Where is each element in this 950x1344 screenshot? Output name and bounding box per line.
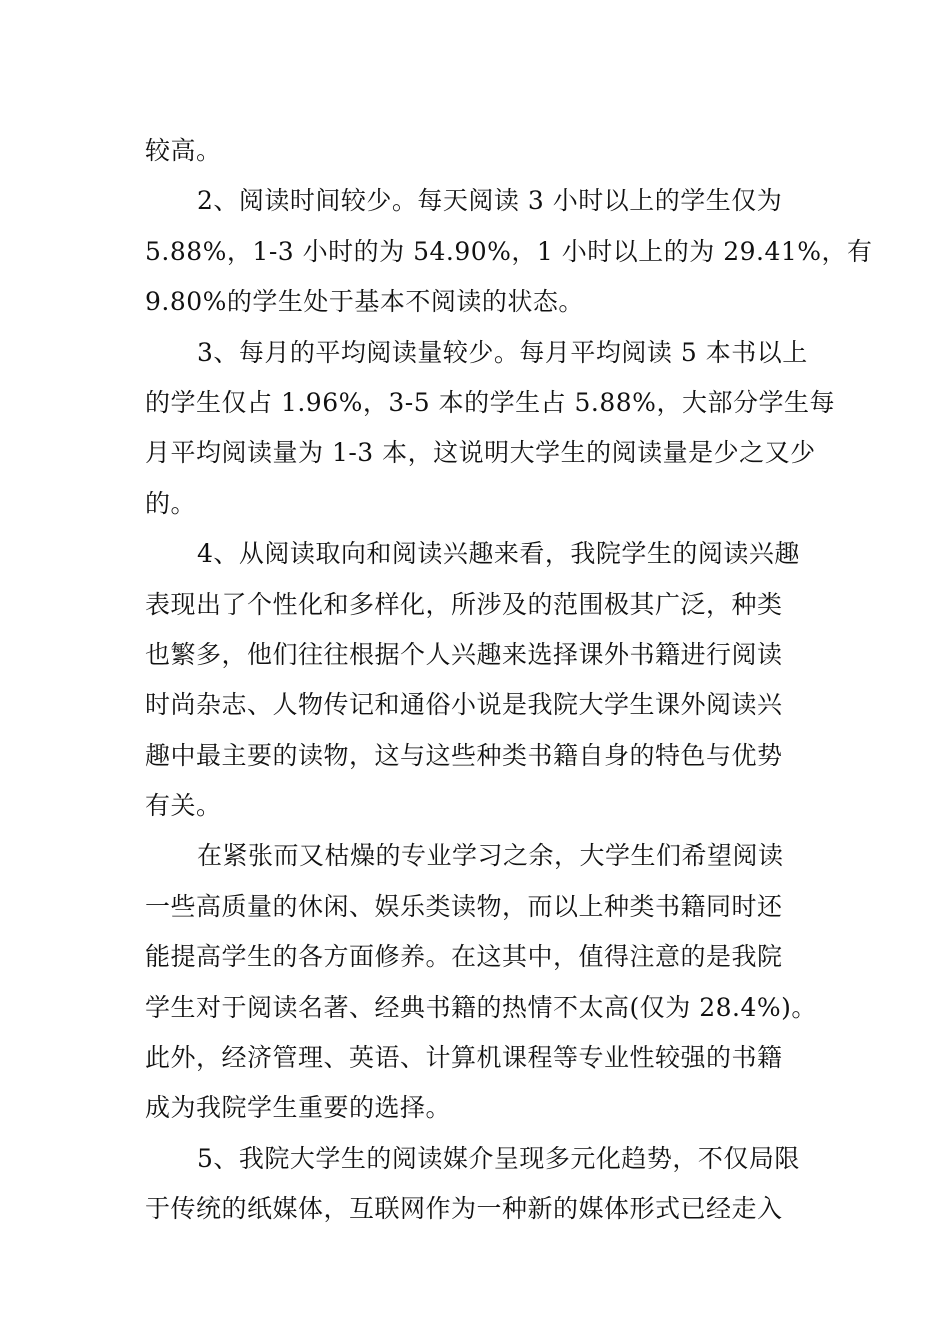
text-line: 时尚杂志、人物传记和通俗小说是我院大学生课外阅读兴: [145, 690, 783, 720]
text-line: 5.88%，1-3 小时的为 54.90%，1 小时以上的为 29.41%，有: [145, 236, 873, 266]
text-line: 月平均阅读量为 1-3 本，这说明大学生的阅读量是少之又少: [145, 438, 816, 468]
text-line: 也繁多，他们往往根据个人兴趣来选择课外书籍进行阅读: [145, 639, 783, 669]
paragraph-first-line: 5、我院大学生的阅读媒介呈现多元化趋势，不仅局限: [197, 1143, 800, 1173]
text-line: 于传统的纸媒体，互联网作为一种新的媒体形式已经走入: [145, 1194, 783, 1224]
text-line: 学生对于阅读名著、经典书籍的热情不太高(仅为 28.4%)。: [145, 992, 817, 1022]
text-line: 有关。: [145, 791, 222, 821]
paragraph-first-line: 在紧张而又枯燥的专业学习之余，大学生们希望阅读: [197, 841, 784, 871]
text-line: 的学生仅占 1.96%，3-5 本的学生占 5.88%，大部分学生每: [145, 387, 835, 417]
text-line: 的。: [145, 488, 197, 518]
text-line: 一些高质量的休闲、娱乐类读物，而以上种类书籍同时还: [145, 891, 783, 921]
paragraph-first-line: 3、每月的平均阅读量较少。每月平均阅读 5 本书以上: [197, 337, 808, 367]
text-line: 较高。: [145, 136, 222, 165]
paragraph-first-line: 4、从阅读取向和阅读兴趣来看，我院学生的阅读兴趣: [197, 539, 800, 569]
text-line: 能提高学生的各方面修养。在这其中，值得注意的是我院: [145, 942, 783, 972]
text-line: 表现出了个性化和多样化，所涉及的范围极其广泛，种类: [145, 589, 783, 619]
text-line: 此外，经济管理、英语、计算机课程等专业性较强的书籍: [145, 1043, 783, 1073]
text-line: 趣中最主要的读物，这与这些种类书籍自身的特色与优势: [145, 740, 783, 770]
text-line: 9.80%的学生处于基本不阅读的状态。: [145, 287, 584, 317]
text-line: 成为我院学生重要的选择。: [145, 1093, 452, 1123]
paragraph-first-line: 2、阅读时间较少。每天阅读 3 小时以上的学生仅为: [197, 186, 783, 216]
body-text: [145, 126, 873, 1235]
